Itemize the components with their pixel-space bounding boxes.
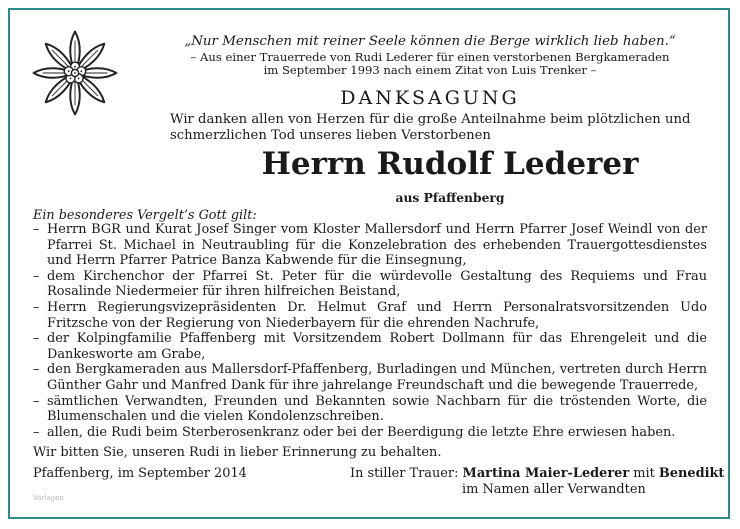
quote-source — [170, 51, 690, 77]
list-item: – der Kolpingfamilie Pfaffenberg mit Vorsitzendem Robert Dollmann für das Ehrengeleit und die Dankesworte am Grabe, — [33, 331, 707, 362]
thanks-list — [33, 222, 707, 440]
list-item: – Herrn Regierungsvizepräsidenten Dr. Helmut Graf und Herrn Personalratsvorsitzenden Udo Fritzsche von der Regierung von Niederbayern für die ehrenden Nachrufe, — [33, 300, 707, 331]
mourners-others: im Namen aller Verwandten — [462, 482, 646, 497]
list-item: – den Bergkameraden aus Mallersdorf-Pfaffenberg, Burladingen und München, vertreten durch Herrn Günther Gahr und Manfred Dank für ihre jahrelange Freundschaft und die bewegende Trauerrede, — [33, 362, 707, 393]
heading: DANKSAGUNG — [340, 87, 520, 109]
place-date: Pfaffenberg, im September 2014 — [33, 466, 247, 481]
thanks-text: Wir danken allen von Herzen für die große Anteilnahme beim plötzlichen und schmerzlichen Tod unseres lieben Verstorbenen — [170, 112, 691, 143]
motto-quote: „Nur Menschen mit reiner Seele können die Berge wirklich lieb haben.“ — [184, 34, 676, 49]
list-item: – Herrn BGR und Kurat Josef Singer vom Kloster Mallersdorf und Herrn Pfarrer Josef Weindl von der Pfarrei St. Michael in Neutraubling für die Konzelebration des erhebenden Trauergottesdienstes und Herrn Pfarrer Patrice Banza Kabwende für die Einsegnung, — [33, 222, 707, 269]
mourners — [350, 466, 724, 481]
edelweiss-icon — [28, 28, 122, 118]
deceased-name: Herrn Rudolf Lederer — [261, 146, 639, 182]
mourner-child: Benedikt — [658, 466, 725, 481]
list-item: – dem Kirchenchor der Pfarrei St. Peter für die würdevolle Gestaltung des Requiems und Frau Rosalinde Niedermeier für ihren hilfreichen Beistand, — [33, 269, 707, 300]
list-item: – sämtlichen Verwandten, Freunden und Bekannten sowie Nachbarn für die tröstenden Worte, die Blumenschalen und die vielen Kondolenzschreiben. — [33, 394, 707, 425]
watermark: Vorlagen — [33, 494, 64, 502]
thanks-intro: Ein besonderes Vergelt’s Gott gilt: — [33, 208, 257, 223]
mourning-label: In stiller Trauer: — [350, 466, 459, 481]
origin: aus Pfaffenberg — [395, 190, 505, 205]
quote-source-line-2: im September 1993 nach einem Zitat von Luis Trenker – — [263, 63, 597, 77]
mourner-main: Martina Maier-Lederer — [462, 466, 630, 481]
quote-source-line-1: – Aus einer Trauerrede von Rudi Lederer für einen verstorbenen Bergkameraden — [190, 50, 670, 64]
closing-line: Wir bitten Sie, unseren Rudi in lieber Erinnerung zu behalten. — [33, 445, 442, 460]
list-item: – allen, die Rudi beim Sterberosenkranz oder bei der Beerdigung die letzte Ehre erwiesen haben. — [33, 425, 707, 441]
mourner-connector: mit — [633, 466, 655, 481]
